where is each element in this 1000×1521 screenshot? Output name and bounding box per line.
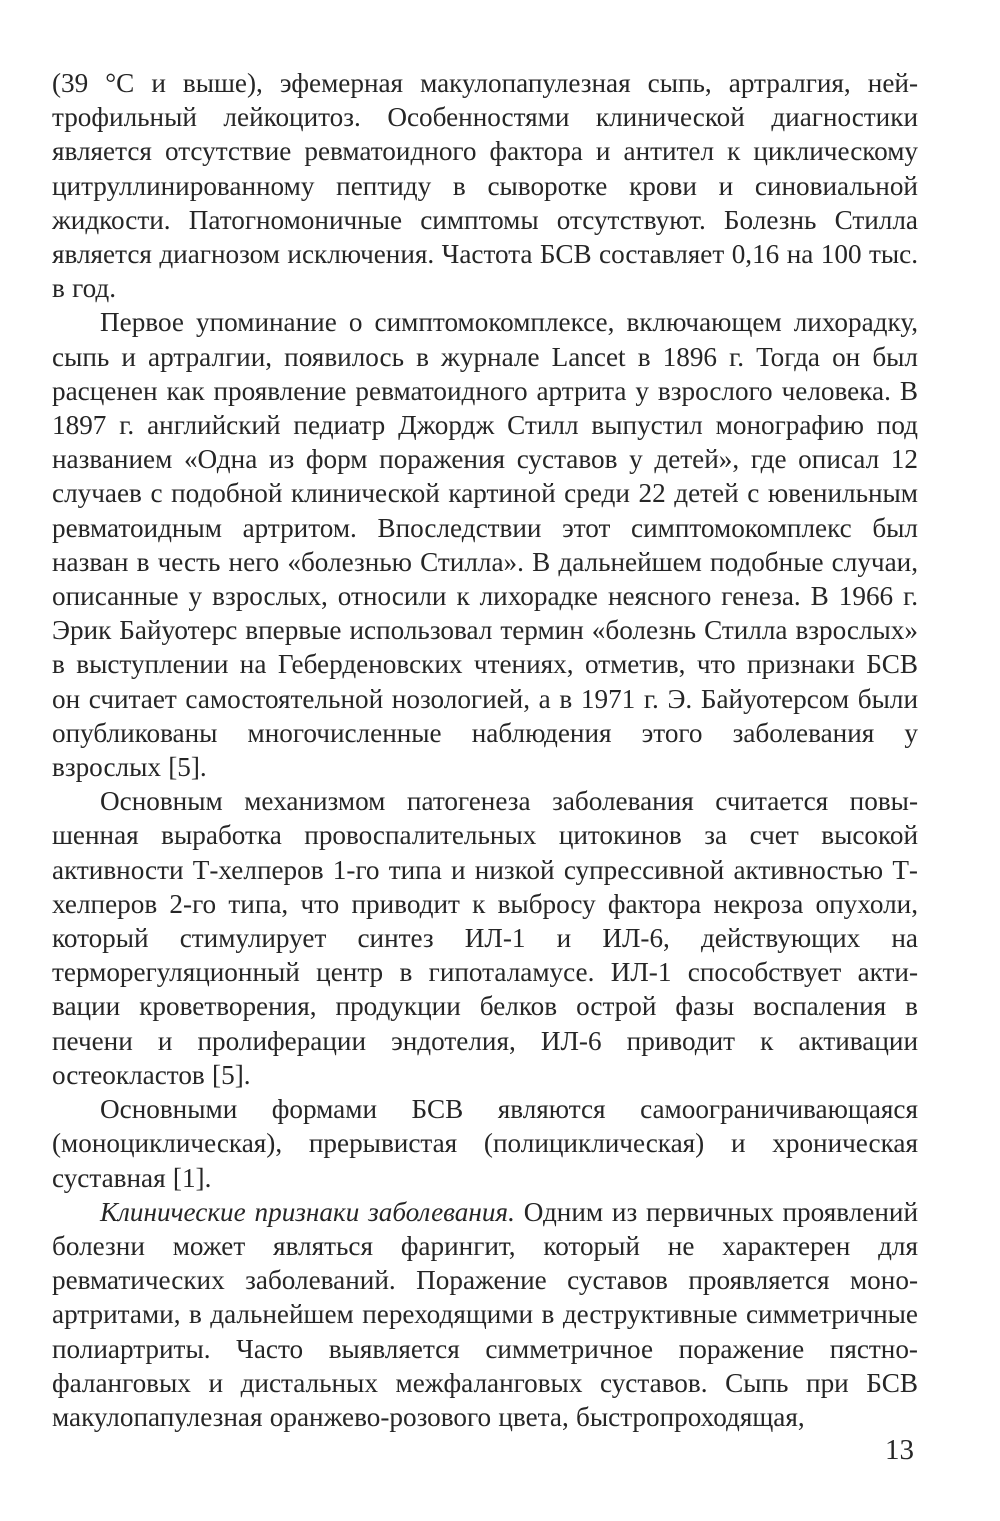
paragraph-3: Основным механизмом патогенеза заболевания считается повышенная выработка провоспалительных цитокинов за счет высокой активности Т-хелперов 1-го типа и низкой супрессивной активностью Т-хелперов 2-го типа, что приводит к выбросу фактора некроза опухоли, который стимулирует синтез ИЛ-1 и ИЛ-6, действующих на терморегуляционный центр в гипоталамусе. ИЛ-1 способствует активации кроветворения, продукции белков острой фазы воспаления в печени и пролиферации эндотелия, ИЛ-6 приводит к активации остеокластов [5]. (52, 786, 918, 1090)
paragraph-4: Основными формами БСВ являются самоограничивающаяся (моноциклическая), прерывистая (полициклическая) и хроническая суставная [1]. (52, 1094, 918, 1193)
paragraph-5-heading: Клинические признаки заболевания. (100, 1196, 515, 1227)
paragraph-2: Первое упоминание о симптомокомплексе, включающем лихорадку, сыпь и артралгии, появилось в журнале Lancet в 1896 г. Тогда он был расценен как проявление ревматоидного артрита у взрослого человека. В 1897 г. английский педиатр Джордж Стилл выпустил монографию под названием «Одна из форм поражения суставов у детей», где описал 12 случаев с подобной клинической картиной среди 22 детей с ювенильным ревматоидным артритом. Впоследствии этот симптомокомплекс был назван в честь него «болезнью Стилла». В дальнейшем подобные случаи, описанные у взрослых, относили к лихорадке неясного генеза. В 1966 г. Эрик Байуотерс впервые использовал термин «болезнь Стилла взрослых» в выступлении на Геберденовских чтениях, отметив, что признаки БСВ он считает самостоятельной нозологией, а в 1971 г. Э. Байуотерсом были опубликованы многочисленные наблюдения этого заболевания у взрослых [5]. (52, 307, 918, 783)
page-body (52, 66, 918, 1434)
page-number: 13 (885, 1434, 914, 1466)
paragraph-1: (39 °С и выше), эфемерная макулопапулезная сыпь, артралгия, нейтрофильный лейкоцитоз. Особенностями клинической диагностики является отсутствие ревматоидного фактора и антител к циклическому цитруллинированному пептиду в сыворотке крови и синовиальной жидкости. Патогномоничные симптомы отсутствуют. Болезнь Стилла является диагнозом исключения. Частота БСВ составляет 0,16 на 100 тыс. в год. (52, 68, 918, 304)
paragraph-5-text: Одним из первичных проявлений болезни может являться фарингит, который не характерен для ревматических заболеваний. Поражение суставов проявляется моноартритами, в дальнейшем переходящими в деструктивные симметричные полиартриты. Часто выявляется симметричное поражение пястно-фаланговых и дистальных межфаланговых суставов. Сыпь при БСВ макулопапулезная оранжево-розового цвета, быстропроходящая, (52, 1196, 918, 1432)
paragraph-5 (52, 1195, 918, 1434)
